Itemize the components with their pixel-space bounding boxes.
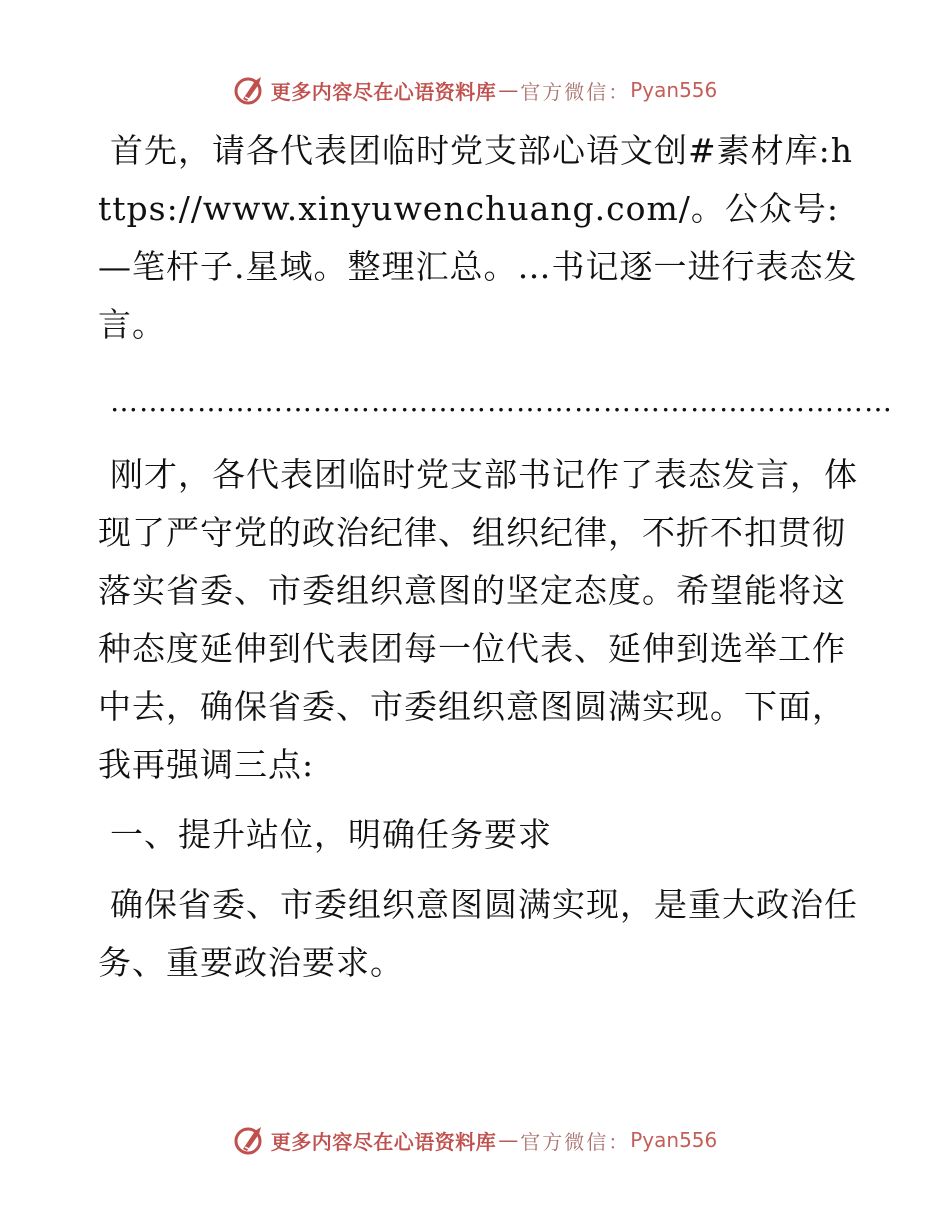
pen-nib-logo-icon xyxy=(233,1123,267,1157)
watermark-promo-text: 更多内容尽在心语资料库 xyxy=(270,79,497,104)
watermark-wechat-label: 官方微信： xyxy=(520,79,631,104)
pen-nib-logo-icon xyxy=(233,73,267,107)
watermark-wechat-id: Pyan556 xyxy=(630,78,718,102)
watermark-banner-bottom xyxy=(0,1120,950,1160)
watermark-wechat-label: 官方微信： xyxy=(520,1129,631,1154)
watermark-banner-top xyxy=(0,70,950,110)
document-body xyxy=(98,122,893,992)
paragraph-summary: 刚才，各代表团临时党支部书记作了表态发言，体现了严守党的政治纪律、组织纪律，不折不扣贯彻落实省委、市委组织意图的坚定态度。希望能将这种态度延伸到代表团每一位代表、延伸到选举工作中去，确保省委、市委组织意图圆满实现。下面，我再强调三点: xyxy=(98,455,858,784)
watermark-wechat-id: Pyan556 xyxy=(630,1128,718,1152)
paragraph-section-body: 确保省委、市委组织意图圆满实现，是重大政治任务、重要政治要求。 xyxy=(98,885,858,982)
watermark-separator: — xyxy=(498,78,519,102)
watermark-promo-text: 更多内容尽在心语资料库 xyxy=(270,1129,497,1154)
watermark-separator: — xyxy=(498,1128,519,1152)
paragraph-opening: 首先，请各代表团临时党支部心语文创#素材库:https://www.xinyuwenchuang.com/。公众号: —笔杆子.星域。整理汇总。…书记逐一进行表态发言。 xyxy=(98,131,858,344)
section-heading: 一、提升站位，明确任务要求 xyxy=(110,815,552,854)
ellipsis-separator: ……………………………………………………………………… xyxy=(110,385,893,418)
